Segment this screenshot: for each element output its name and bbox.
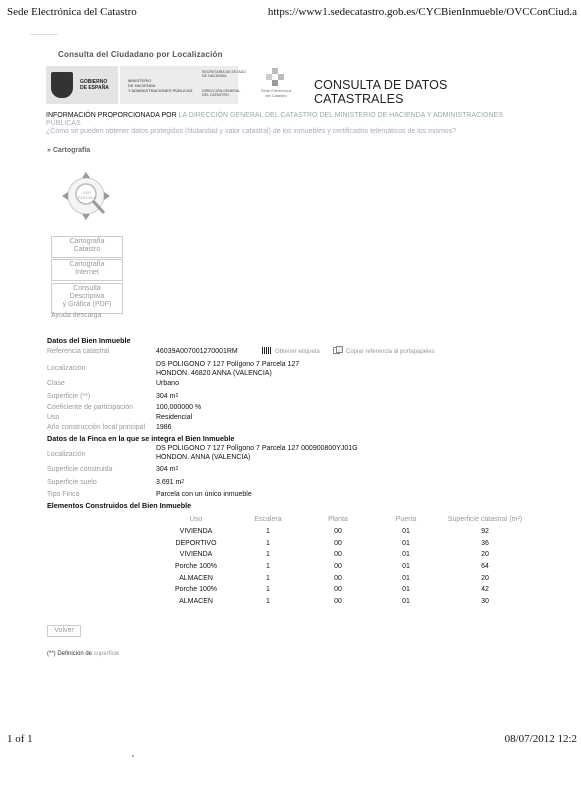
coat-of-arms-icon xyxy=(51,72,73,98)
table-cell: 01 xyxy=(402,563,410,571)
consulta-title: CONSULTA DE DATOS CATASTRALES xyxy=(314,78,448,106)
finca-loc-line1: DS POLIGONO 7 127 Polígono 7 Parcela 127 000900800YJ01G xyxy=(156,445,358,452)
obtener-etiqueta-link[interactable]: Obtener etiqueta xyxy=(275,349,320,355)
superficie-number: 304 m xyxy=(156,393,176,400)
table-cell: 1 xyxy=(266,586,270,594)
sede-text: Sede Electrónica del Catastro xyxy=(260,88,292,98)
table-row xyxy=(160,549,530,561)
uso-label: Uso xyxy=(47,414,60,421)
copy-icon[interactable] xyxy=(333,346,343,354)
table-cell: 20 xyxy=(481,551,489,559)
table-cell: 1 xyxy=(266,574,270,582)
ver-parcela-label: VER PARCELA xyxy=(77,190,97,200)
table-cell: 00 xyxy=(334,563,342,571)
gobierno-text: GOBIERNO DE ESPAÑA xyxy=(80,79,109,91)
table-row xyxy=(160,572,530,584)
dgc-link[interactable]: LA DIRECCIÓN GENERAL DEL CATASTRO DEL MINISTERIO DE HACIENDA Y ADMINISTRACIONES xyxy=(178,112,503,119)
table-cell: Porche 100% xyxy=(174,563,218,571)
volver-button[interactable]: Volver xyxy=(47,625,81,637)
ministerio-text: MINISTERIO DE HACIENDA Y ADMINISTRACIONES PÚBLICAS xyxy=(128,78,193,93)
bien-section-title: Datos del Bien Inmueble xyxy=(47,336,131,345)
loc-line1: DS POLIGONO 7 127 Polígono 7 Parcela 127 xyxy=(156,361,300,368)
table-cell: 00 xyxy=(334,539,342,547)
supc-number: 304 m xyxy=(156,466,176,473)
table-cell: ALMACEN xyxy=(179,574,213,582)
info-line xyxy=(46,111,503,120)
ref-value: 46039A007001270001RM xyxy=(156,348,238,355)
print-header xyxy=(7,6,577,20)
table-cell: 00 xyxy=(334,574,342,582)
clase-label: Clase xyxy=(47,380,65,387)
ver-parcela-control[interactable] xyxy=(58,170,114,230)
table-cell: VIVIENDA xyxy=(179,551,213,559)
sups-number: 3.691 m xyxy=(156,479,182,486)
page-count: 1 of 1 xyxy=(7,733,33,745)
tipo-value: Parcela con un único inmueble xyxy=(156,491,252,498)
sups-value xyxy=(156,478,184,487)
print-header-title: Sede Electrónica del Catastro xyxy=(7,6,137,18)
finca-loc-line2: HONDON. ANNA (VALENCIA) xyxy=(156,454,251,461)
table-cell: 00 xyxy=(334,597,342,605)
consulta-pdf-button[interactable]: Consulta Descriptiva y Gráfica (PDF) xyxy=(51,283,123,314)
table-row xyxy=(160,584,530,596)
supc-exp: 2 xyxy=(175,466,179,472)
finca-loc-label: Localización xyxy=(47,451,86,458)
scan-artifact-dot xyxy=(132,755,134,757)
table-cell: 1 xyxy=(266,528,270,536)
ref-label: Referencia catastral xyxy=(47,348,110,355)
ayuda-descarga-link[interactable]: Ayuda descarga xyxy=(51,312,102,319)
table-cell: VIVIENDA xyxy=(179,528,213,536)
table-cell: 20 xyxy=(481,574,489,582)
table-cell: 1 xyxy=(266,551,270,559)
print-date: 08/07/2012 12:2 xyxy=(504,733,577,745)
direccion-text: DIRECCIÓN GENERAL DEL CATASTRO xyxy=(202,89,241,98)
table-cell: 01 xyxy=(402,574,410,582)
sede-logo[interactable] xyxy=(246,68,306,104)
table-cell: 00 xyxy=(334,586,342,594)
table-cell: 00 xyxy=(334,528,342,536)
superficie-label: Superficie (**) xyxy=(47,393,91,400)
ver-parcela-icon xyxy=(58,170,114,230)
coef-value: 100,000000 % xyxy=(156,404,202,411)
table-cell: 01 xyxy=(402,597,410,605)
gobierno-logo xyxy=(46,66,118,104)
supc-value xyxy=(156,465,178,474)
copiar-referencia-link[interactable]: Copiar referencia al portapapeles xyxy=(346,349,435,355)
sups-exp: 2 xyxy=(181,479,185,485)
anio-label: Año construcción local principal xyxy=(47,424,146,431)
table-cell: 01 xyxy=(402,551,410,559)
table-row xyxy=(160,526,530,538)
elementos-section-title: Elementos Construidos del Bien Inmueble xyxy=(47,501,192,510)
table-row xyxy=(160,596,530,608)
superficie-value xyxy=(156,392,178,401)
superficie-link[interactable]: superficie xyxy=(93,651,120,657)
info-link-cont[interactable]: PÚBLICAS xyxy=(46,120,81,127)
tipo-label: Tipo Finca xyxy=(47,491,80,498)
cartografia-catastro-button[interactable]: Cartografía Catastro xyxy=(51,236,123,258)
definicion-prefix: (**) Definición de xyxy=(47,651,93,657)
table-cell: DEPORTIVO xyxy=(175,539,217,547)
barcode-icon xyxy=(262,347,272,354)
secretaria-text: SECRETARÍA DE ESTADO DE HACIENDA xyxy=(202,70,246,79)
table-cell: 01 xyxy=(402,539,410,547)
anio-value: 1986 xyxy=(156,424,172,431)
loc-line2: HONDON. 46820 ANNA (VALENCIA) xyxy=(156,370,272,377)
clase-value: Urbano xyxy=(156,380,179,387)
table-cell: 30 xyxy=(481,597,489,605)
table-cell: 00 xyxy=(334,551,342,559)
scan-artifact xyxy=(30,34,58,35)
sede-logo-icon xyxy=(266,68,284,86)
superficie-exp: 2 xyxy=(175,393,179,399)
table-header-row xyxy=(160,512,530,526)
info-prefix: INFORMACIÓN PROPORCIONADA POR xyxy=(46,112,177,119)
table-cell: 92 xyxy=(481,528,489,536)
finca-section-title: Datos de la Finca en la que se integra el Bien Inmueble xyxy=(47,434,235,443)
cartografia-internet-button[interactable]: Cartografía Internet xyxy=(51,259,123,281)
table-row xyxy=(160,538,530,550)
sups-label: Superficie suelo xyxy=(47,479,97,486)
table-cell: 1 xyxy=(266,597,270,605)
col-superficie: Superficie catastral (m²) xyxy=(447,515,523,523)
definicion-note xyxy=(47,651,119,657)
print-footer xyxy=(7,733,577,747)
table-cell: 42 xyxy=(481,586,489,594)
table-cell: 01 xyxy=(402,586,410,594)
elementos-body xyxy=(160,526,530,607)
coef-label: Coeficiente de participación xyxy=(47,404,133,411)
col-puerta: Puerta xyxy=(395,515,417,523)
cartografia-link[interactable]: » Cartografía xyxy=(47,147,91,154)
loc-label: Localización xyxy=(47,365,86,372)
uso-value: Residencial xyxy=(156,414,193,421)
table-cell: 64 xyxy=(481,563,489,571)
col-escalera: Escalera xyxy=(254,515,282,523)
table-cell: 1 xyxy=(266,539,270,547)
elementos-table xyxy=(160,512,530,607)
table-cell: 01 xyxy=(402,528,410,536)
supc-label: Superficie construida xyxy=(47,466,113,473)
col-planta: Planta xyxy=(328,515,348,523)
header-banner xyxy=(46,66,516,104)
table-cell: 1 xyxy=(266,563,270,571)
print-header-url: https://www1.sedecatastro.gob.es/CYCBienInmueble/OVCConCiud.a xyxy=(267,6,577,18)
table-row xyxy=(160,561,530,573)
table-cell: ALMACEN xyxy=(179,597,213,605)
table-cell: Porche 100% xyxy=(174,586,218,594)
col-uso: Uso xyxy=(189,515,203,523)
table-cell: 36 xyxy=(481,539,489,547)
datos-protegidos-link[interactable]: ¿Cómo se pueden obtener datos protegidos (titularidad y valor catastral) de los inmuebles y certificados telemáticos de los mismos? xyxy=(46,128,457,135)
page-title: Consulta del Ciudadano por Localización xyxy=(58,50,223,59)
